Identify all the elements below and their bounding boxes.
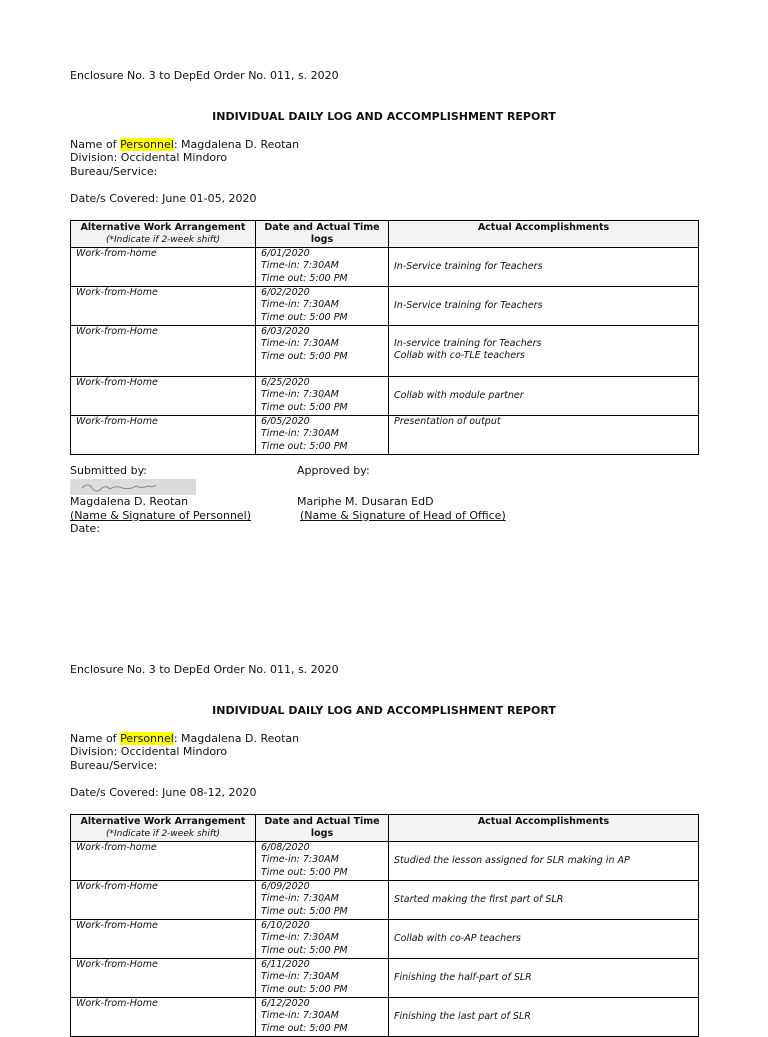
enclosure-line: Enclosure No. 3 to DepEd Order No. 011, s. 2020 (70, 663, 339, 676)
personnel-signature-caption: (Name & Signature of Personnel) (70, 509, 252, 522)
time-out: Time out: 5:00 PM (261, 440, 348, 452)
enclosure-line: Enclosure No. 3 to DepEd Order No. 011, s. 2020 (70, 69, 339, 82)
table-row (71, 248, 699, 287)
accomplishment-cell (389, 248, 699, 287)
personnel-name-value: : Magdalena D. Reotan (173, 138, 300, 151)
name-prefix: Name of (70, 732, 121, 745)
table-header-row (71, 221, 699, 248)
accomplishment-text: Started making the first part of SLR (394, 893, 564, 905)
arrangement-cell: Work-from-Home (71, 377, 256, 416)
time-out: Time out: 5:00 PM (261, 401, 348, 413)
personnel-signatory-name: Magdalena D. Reotan (70, 495, 189, 508)
accomplishment-cell (389, 842, 699, 881)
accomplishment-text: In-Service training for Teachers (394, 299, 543, 311)
arrangement-cell: Work-from-Home (71, 326, 256, 377)
log-date: 6/10/2020 (261, 920, 310, 931)
arrangement-cell: Work-from-Home (71, 998, 256, 1037)
head-signature-caption: (Name & Signature of Head of Office) (300, 509, 506, 522)
daily-log-table (70, 220, 699, 455)
table-header-row (71, 815, 699, 842)
table-row (71, 287, 699, 326)
table-row (71, 377, 699, 416)
daily-log-table (70, 814, 699, 1037)
report-title: INDIVIDUAL DAILY LOG AND ACCOMPLISHMENT REPORT (212, 110, 556, 123)
log-date: 6/09/2020 (261, 881, 310, 892)
accomplishment-cell (389, 287, 699, 326)
log-date: 6/02/2020 (261, 287, 310, 298)
accomplishment-text: Studied the lesson assigned for SLR making in AP (394, 854, 630, 866)
accomplishment-text-2: Collab with co-TLE teachers (394, 350, 525, 362)
accomplishment-text: Collab with co-AP teachers (394, 932, 521, 944)
time-in: Time-in: 7:30AM (261, 854, 339, 866)
time-in: Time-in: 7:30AM (261, 932, 339, 944)
time-in: Time-in: 7:30AM (261, 428, 339, 440)
accomplishment-cell (389, 377, 699, 416)
accomplishment-cell (389, 881, 699, 920)
time-log-cell (256, 998, 389, 1037)
time-in: Time-in: 7:30AM (261, 299, 339, 311)
arrangement-cell: Work-from-Home (71, 416, 256, 455)
date-label: Date: (70, 522, 100, 535)
personnel-name-value: : Magdalena D. Reotan (173, 732, 300, 745)
time-out: Time out: 5:00 PM (261, 866, 348, 878)
time-in: Time-in: 7:30AM (261, 338, 339, 350)
time-out: Time out: 5:00 PM (261, 905, 348, 917)
table-row (71, 326, 699, 377)
time-log-cell (256, 377, 389, 416)
table-row (71, 842, 699, 881)
time-log-cell (256, 326, 389, 377)
time-log-cell (256, 920, 389, 959)
name-prefix: Name of (70, 138, 121, 151)
header-arrangement-label: Alternative Work Arrangement (80, 222, 246, 233)
time-out: Time out: 5:00 PM (261, 311, 348, 323)
submitted-by-label: Submitted by: (70, 464, 147, 477)
report-title: INDIVIDUAL DAILY LOG AND ACCOMPLISHMENT REPORT (212, 704, 556, 717)
accomplishment-text: Presentation of output (394, 416, 501, 427)
header-date-time: Date and Actual Time logs (256, 221, 389, 248)
division-line: Division: Occidental Mindoro (70, 151, 228, 164)
header-arrangement (71, 815, 256, 842)
header-arrangement-sub: (*Indicate if 2-week shift) (105, 235, 221, 245)
accomplishment-cell (389, 959, 699, 998)
time-out: Time out: 5:00 PM (261, 944, 348, 956)
time-in: Time-in: 7:30AM (261, 971, 339, 983)
personnel-name-line (70, 732, 299, 745)
dates-covered-line: Date/s Covered: June 08-12, 2020 (70, 786, 257, 799)
time-log-cell (256, 959, 389, 998)
dates-covered-line: Date/s Covered: June 01-05, 2020 (70, 192, 257, 205)
header-accomplishments: Actual Accomplishments (389, 221, 699, 248)
time-out: Time out: 5:00 PM (261, 1022, 348, 1034)
accomplishment-cell (389, 416, 699, 455)
arrangement-cell: Work-from-Home (71, 287, 256, 326)
log-date: 6/03/2020 (261, 326, 310, 337)
log-date: 6/25/2020 (261, 377, 310, 388)
personnel-highlight: Personnel (120, 732, 174, 745)
accomplishment-text: Finishing the last part of SLR (394, 1010, 531, 1022)
accomplishment-cell (389, 998, 699, 1037)
time-log-cell (256, 248, 389, 287)
table-row (71, 920, 699, 959)
arrangement-cell: Work-from-Home (71, 920, 256, 959)
signature-image (70, 479, 196, 495)
approved-by-label: Approved by: (297, 464, 370, 477)
table-row (71, 881, 699, 920)
accomplishment-cell (389, 920, 699, 959)
time-in: Time-in: 7:30AM (261, 893, 339, 905)
time-log-cell (256, 287, 389, 326)
time-in: Time-in: 7:30AM (261, 1010, 339, 1022)
arrangement-cell: Work-from-Home (71, 959, 256, 998)
accomplishment-text: Finishing the half-part of SLR (394, 971, 532, 983)
header-date-time: Date and Actual Time logs (256, 815, 389, 842)
arrangement-cell: Work-from-home (71, 248, 256, 287)
time-out: Time out: 5:00 PM (261, 350, 348, 362)
time-log-cell (256, 416, 389, 455)
time-out: Time out: 5:00 PM (261, 983, 348, 995)
log-date: 6/01/2020 (261, 248, 310, 259)
arrangement-cell: Work-from-home (71, 842, 256, 881)
time-in: Time-in: 7:30AM (261, 260, 339, 272)
time-in: Time-in: 7:30AM (261, 389, 339, 401)
header-accomplishments: Actual Accomplishments (389, 815, 699, 842)
bureau-line: Bureau/Service: (70, 759, 158, 772)
time-log-cell (256, 842, 389, 881)
accomplishment-text: In-Service training for Teachers (394, 260, 543, 272)
log-date: 6/11/2020 (261, 959, 310, 970)
header-arrangement-label: Alternative Work Arrangement (80, 816, 246, 827)
personnel-highlight: Personnel (120, 138, 174, 151)
personnel-name-line (70, 138, 299, 151)
header-arrangement (71, 221, 256, 248)
header-arrangement-sub: (*Indicate if 2-week shift) (105, 829, 221, 839)
arrangement-cell: Work-from-Home (71, 881, 256, 920)
accomplishment-text: In-service training for Teachers (394, 338, 542, 349)
table-row (71, 998, 699, 1037)
log-date: 6/12/2020 (261, 998, 310, 1009)
table-row (71, 959, 699, 998)
accomplishment-cell (389, 326, 699, 377)
accomplishment-text: Collab with module partner (394, 389, 524, 401)
head-signatory-name: Mariphe M. Dusaran EdD (297, 495, 434, 508)
table-row (71, 416, 699, 455)
bureau-line: Bureau/Service: (70, 165, 158, 178)
time-out: Time out: 5:00 PM (261, 272, 348, 284)
time-log-cell (256, 881, 389, 920)
log-date: 6/05/2020 (261, 416, 310, 427)
division-line: Division: Occidental Mindoro (70, 745, 228, 758)
log-date: 6/08/2020 (261, 842, 310, 853)
